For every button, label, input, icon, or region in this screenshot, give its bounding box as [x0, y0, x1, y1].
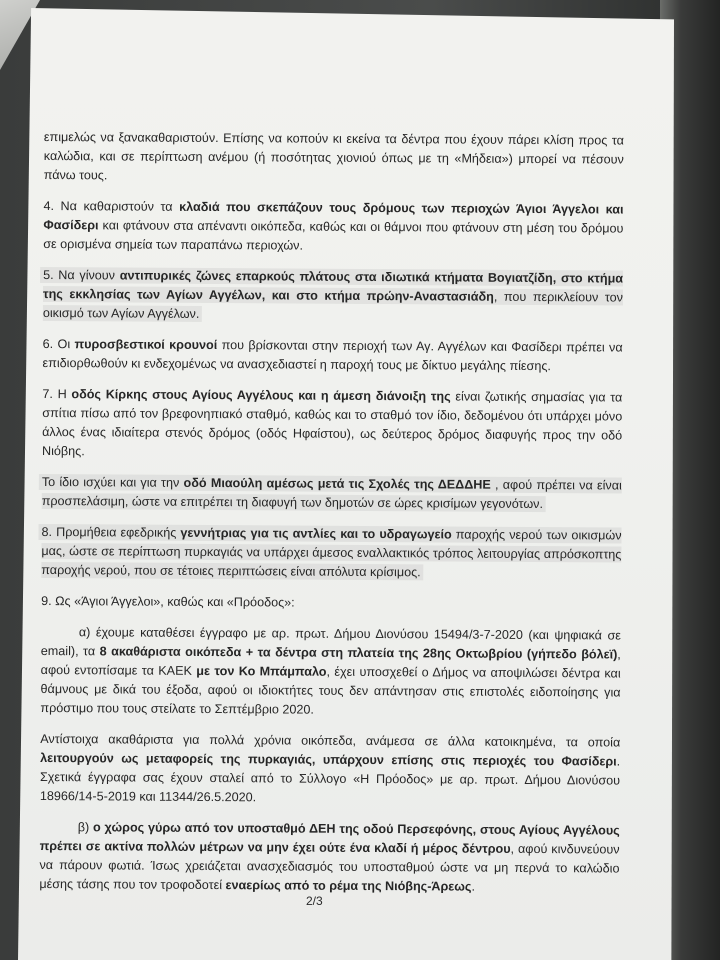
page-number: 2/3: [306, 894, 323, 908]
paragraph-9b: β) ο χώρος γύρω από τον υποσταθμό ΔΕΗ της οδού Περσεφόνης, στους Αγίους Αγγέλους πρέπει σε ακτίνα πολλών μέτρων να μην έχει ούτε ένα κλαδί ή μέρος δέντρου, αφού κινδυνεύουν να πάρουν φωτιά. Ίσως χρειάζεται ανασχεδιασμός του υποσταθμού ώστε να μη περνά το καλώδιο μέσης τάσης που τον τροφοδοτεί εναερίως από το ρέμα της Νιόβης-Άρεως.: [39, 820, 620, 894]
paragraph-continuation: επιμελώς να ξανακαθαριστούν. Επίσης να κοπούν κι εκείνα τα δέντρα που έχουν πάρει κλίση προς τα καλώδια, και σε περίπτωση ανέμου (ή ποσότητας χιονιού όπως με τη «Μήδεια») μπορεί να πέσουν πάνω τους.: [43, 129, 624, 183]
paragraph-7: 7. Η οδός Κίρκης στους Αγίους Αγγέλους και η άμεση διάνοιξη της είναι ζωτικής σημασίας για τα σπίτια πίσω από τον βρεφονηπιακό σταθμό, καθώς και το σταθμό τον ίδιο, δεδομένου ότι υπάρχει μόνο άλλος ένας ιδιαίτερα στενός δρόμος (οδός Ηφαίστου), ως δεύτερος δρόμος διαφυγής προς την οδό Νιόβης.: [41, 386, 623, 459]
paragraph-9-heading: 9. Ως «Άγιοι Άγγελοι», καθώς και «Πρόοδος»:: [41, 593, 295, 610]
paragraph-9a-continued: Αντίστοιχα ακαθάριστα για πολλά χρόνια οικόπεδα, ανάμεσα σε άλλα κατοικημένα, τα οποία λειτουργούν ως μεταφορείς της πυρκαγιάς, υπάρχουν επίσης στις περιοχές του Φασίδερι. Σχετικά έγγραφα σας έχουν σταλεί από το Σύλλογο «Η Πρόοδος» με αρ. πρωτ. Δήμου Διονύσου 18966/14-5-2019 και 11344/26.5.2020.: [39, 731, 621, 805]
paragraph-8: 8. Προμήθεια εφεδρικής γεννήτριας για τις αντλίες και το υδραγωγείο παροχής νερού των οικισμών μας, ώστε σε περίπτωση πυρκαγιάς να υπάρχει άμεσος εναλλακτικός τρόπος λειτουργίας απρόσκοπτης παροχής νερού, που σε τέτοιες περιπτώσεις είναι απόλυτα κρίσιμος.: [41, 523, 621, 584]
paragraph-6: 6. Οι πυροσβεστικοί κρουνοί που βρίσκονται στην περιοχή των Αγ. Αγγέλων και Φασίδερι πρέπει να επιδιορθωθούν κι ενδεχομένως να ανασχεδιαστεί η παροχή τους με δίκτυο μεγάλης πίεσης.: [42, 336, 623, 374]
paragraph-9a: α) έχουμε καταθέσει έγγραφο με αρ. πρωτ. Δήμου Διονύσου 15494/3-7-2020 (και ψηφιακά σε email), τα 8 ακαθάριστα οικόπεδα + τα δέντρα στη πλατεία της 28ης Οκτωβρίου (γήπεδο βόλεϊ), αφού εντοπίσαμε τα ΚΑΕΚ με τον Κο Μπάμπαλο, έχει υποσχεθεί ο Δήμος να αποψιλώσει δέντρα και θάμνους με δικά του έξοδα, αφού οι ιδιοκτήτες τους δεν απάντησαν στις επιστολές ειδοποίησης για πρόστιμο που τους στείλατε το Σεπτέμβριο 2020.: [40, 625, 621, 717]
document-body: [39, 128, 624, 910]
paragraph-4: 4. Να καθαριστούν τα κλαδιά που σκεπάζουν τους δρόμους των περιοχών Άγιοι Άγγελοι και Φασίδερι και φτάνουν στα απέναντι οικόπεδα, καθώς και οι θάμνοι που φτάνουν στη μέση του δρόμου σε ορισμένα σημεία των παραπάνω περιοχών.: [43, 198, 624, 253]
paragraph-5: 5. Να γίνουν αντιπυρικές ζώνες επαρκούς πλάτους στα ιδιωτικά κτήματα Βογιατζίδη, στο κτήμα της εκκλησίας των Αγίων Αγγέλων, και στο κτήμα πρώην-Αναστασιάδη, που περικλείουν τον οικισμό των Αγίων Αγγέλων.: [43, 266, 623, 327]
paragraph-7-continued: Το ίδιο ισχύει και για την οδό Μιαούλη αμέσως μετά τις Σχολές της ΔΕΔΔΗΕ , αφού πρέπει να είναι προσπελάσιμη, ώστε να επιτρέπει τη διαφυγή των δημοτών σε ώρες κρισίμων γεγονότων.: [42, 473, 622, 515]
